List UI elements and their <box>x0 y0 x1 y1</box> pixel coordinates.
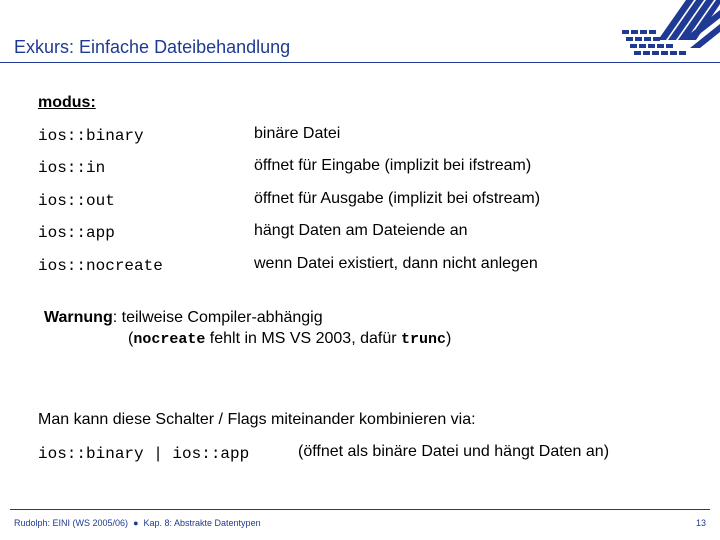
mode-description: hängt Daten am Dateiende an <box>254 222 468 239</box>
mode-code: ios::in <box>38 159 106 177</box>
mode-description: wenn Datei existiert, dann nicht anlegen <box>254 255 538 272</box>
combine-text: Man kann diese Schalter / Flags miteinander kombinieren via: <box>38 411 476 428</box>
footer-chapter: Kap. 8: Abstrakte Datentypen <box>143 518 261 528</box>
mode-row-in <box>38 157 698 181</box>
footer-bullet-icon: ● <box>133 518 139 528</box>
warning-text: : teilweise Compiler-abhängig <box>112 309 323 326</box>
footer-divider <box>10 509 710 510</box>
mode-description: öffnet für Eingabe (implizit bei ifstream) <box>254 157 532 174</box>
mode-row-app <box>38 222 698 246</box>
page-number: 13 <box>695 518 706 528</box>
warning-mid-text: fehlt in MS VS 2003, dafür <box>205 330 402 347</box>
mode-code: ios::nocreate <box>38 257 163 275</box>
mode-row-nocreate <box>38 255 698 279</box>
warning-open-paren: ( <box>128 330 134 347</box>
mode-description: binäre Datei <box>254 125 341 142</box>
modus-label: modus: <box>38 94 96 111</box>
mode-description: öffnet für Ausgabe (implizit bei ofstream) <box>254 190 541 207</box>
warning-label: Warnung <box>44 309 113 326</box>
warning-code-trunc: trunc <box>401 331 447 348</box>
title-divider <box>0 62 720 63</box>
footer-course: Rudolph: EINI (WS 2005/06) <box>14 518 129 528</box>
mode-row-binary <box>38 125 698 149</box>
mode-code: ios::app <box>38 224 115 242</box>
combine-code: ios::binary | ios::app <box>38 445 250 463</box>
university-logo-icon <box>616 0 720 62</box>
mode-code: ios::out <box>38 192 115 210</box>
warning-code-nocreate: nocreate <box>133 331 206 348</box>
combine-note: (öffnet als binäre Datei und hängt Daten an) <box>298 443 610 460</box>
footer-info <box>14 518 261 528</box>
warning-line <box>44 309 323 327</box>
mode-code: ios::binary <box>38 127 144 145</box>
page-title: Exkurs: Einfache Dateibehandlung <box>14 37 291 57</box>
warning-detail <box>128 330 451 348</box>
warning-close-paren: ) <box>446 330 452 347</box>
mode-row-out <box>38 190 698 214</box>
